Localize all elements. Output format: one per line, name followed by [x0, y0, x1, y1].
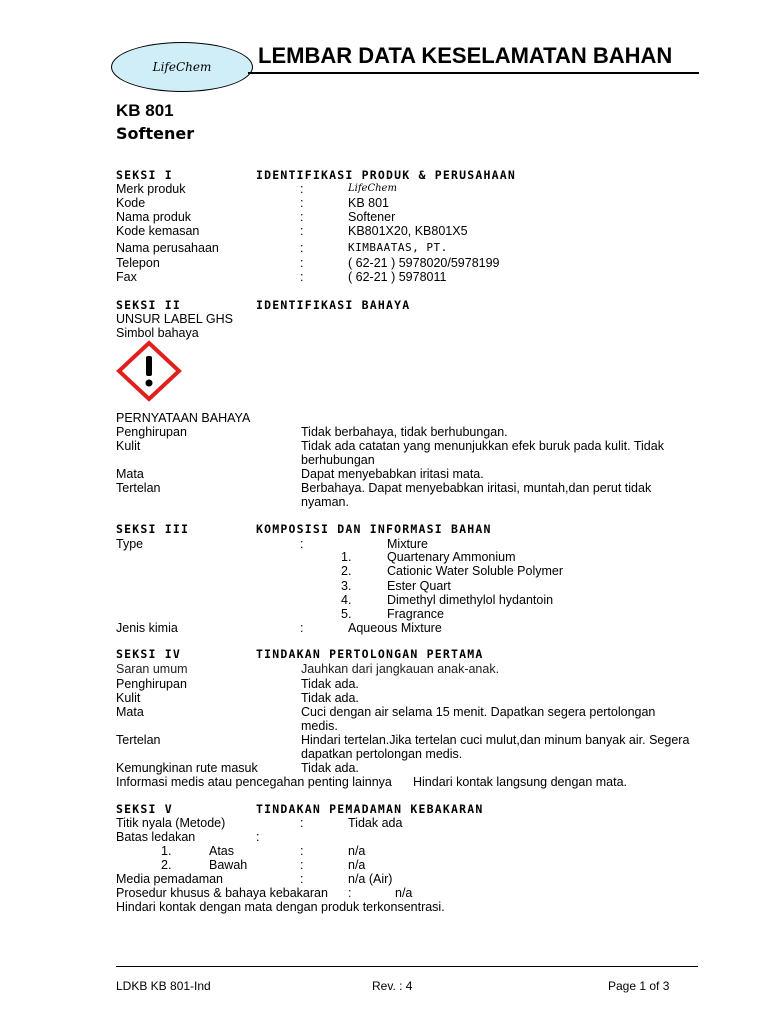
s5-label-batas: Batas ledakan — [116, 830, 196, 844]
colon: : — [300, 182, 304, 196]
s5-label-titik-nyala: Titik nyala (Metode) — [116, 816, 226, 830]
s4-label-kulit: Kulit — [116, 691, 141, 705]
list-item-number: 2. — [341, 564, 352, 578]
document-title: LEMBAR DATA KESELAMATAN BAHAN — [258, 43, 673, 68]
s3-label-type: Type — [116, 537, 144, 551]
s1-value-perusahaan: KIMBAATAS, PT. — [348, 241, 448, 254]
s2-value-kulit: Tidak ada catatan yang menunjukkan efek buruk pada kulit. Tidak berhubungan — [301, 439, 664, 467]
colon: : — [300, 844, 304, 858]
colon: : — [300, 858, 304, 872]
s3-label-jenis-kimia: Jenis kimia — [116, 621, 178, 635]
section-1-title: IDENTIFIKASI PRODUK & PERUSAHAAN — [256, 168, 516, 182]
s4-label-informasi: Informasi medis atau pencegahan penting lainnya — [116, 775, 392, 789]
colon: : — [348, 886, 352, 900]
s3-value-jenis-kimia: Aqueous Mixture — [348, 621, 442, 635]
s2-label-mata: Mata — [116, 467, 144, 481]
s4-value-penghirupan: Tidak ada. — [301, 677, 359, 691]
s4-value-rute: Tidak ada. — [301, 761, 359, 775]
list-item-number: 5. — [341, 607, 352, 621]
ghs-label: UNSUR LABEL GHS — [116, 312, 233, 326]
s1-value-telepon: ( 62-21 ) 5978020/5978199 — [348, 256, 500, 270]
hazard-statement-label: PERNYATAAN BAHAYA — [116, 411, 251, 425]
section-3-label: SEKSI III — [116, 522, 190, 536]
list-item: Dimethyl dimethylol hydantoin — [387, 593, 554, 607]
s2-value-mata: Dapat menyebabkan iritasi mata. — [301, 467, 484, 481]
colon: : — [300, 196, 304, 210]
s4-value-kulit: Tidak ada. — [301, 691, 359, 705]
colon: : — [300, 241, 304, 255]
s1-value-fax: ( 62-21 ) 5978011 — [348, 270, 447, 284]
list-item-number: 1. — [161, 844, 172, 858]
s4-value-mata: Cuci dengan air selama 15 menit. Dapatkan segera pertolongan medis. — [301, 705, 656, 733]
list-item-number: 4. — [341, 593, 352, 607]
s5-value-atas: n/a — [348, 844, 366, 858]
s1-label-perusahaan: Nama perusahaan — [116, 241, 219, 255]
section-2-label: SEKSI II — [116, 298, 181, 312]
title-underline — [248, 72, 699, 74]
s1-label-merk: Merk produk — [116, 182, 186, 196]
footer-divider — [116, 966, 698, 967]
section-5-label: SEKSI V — [116, 802, 173, 816]
colon: : — [300, 210, 304, 224]
s4-label-penghirupan: Penghirupan — [116, 677, 187, 691]
ghs-exclamation-icon — [116, 340, 182, 402]
product-name: Softener — [116, 124, 195, 143]
footer-revision: Rev. : 4 — [372, 979, 413, 993]
colon: : — [300, 621, 304, 635]
list-item: Cationic Water Soluble Polymer — [387, 564, 563, 578]
list-item: Fragrance — [387, 607, 444, 621]
s5-value-prosedur: n/a — [395, 886, 413, 900]
footer-page-number: Page 1 of 3 — [608, 979, 670, 993]
s4-label-saran: Saran umum — [116, 662, 188, 676]
s4-label-tertelan: Tertelan — [116, 733, 161, 747]
product-code: KB 801 — [116, 101, 174, 120]
colon: : — [256, 830, 260, 844]
s5-label-prosedur: Prosedur khusus & bahaya kebakaran — [116, 886, 328, 900]
s2-label-tertelan: Tertelan — [116, 481, 161, 495]
s1-label-kode: Kode — [116, 196, 146, 210]
s4-label-rute: Kemungkinan rute masuk — [116, 761, 258, 775]
s2-label-kulit: Kulit — [116, 439, 141, 453]
s2-value-penghirupan: Tidak berbahaya, tidak berhubungan. — [301, 425, 508, 439]
s5-label-bawah: Bawah — [209, 858, 248, 872]
s5-label-atas: Atas — [209, 844, 235, 858]
colon: : — [300, 816, 304, 830]
list-item-number: 1. — [341, 550, 352, 564]
list-item-number: 2. — [161, 858, 172, 872]
s5-value-media: n/a (Air) — [348, 872, 393, 886]
list-item: Ester Quart — [387, 579, 451, 593]
section-2-title: IDENTIFIKASI BAHAYA — [256, 298, 411, 312]
s4-value-informasi: Hindari kontak langsung dengan mata. — [413, 775, 628, 789]
s1-value-kode-kemasan: KB801X20, KB801X5 — [348, 224, 468, 238]
section-5-title: TINDAKAN PEMADAMAN KEBAKARAN — [256, 802, 484, 816]
symbol-label: Simbol bahaya — [116, 326, 199, 340]
s1-value-merk: LifeChem — [348, 183, 397, 194]
footer-doc-id: LDKB KB 801-Ind — [116, 979, 211, 993]
s1-label-kode-kemasan: Kode kemasan — [116, 224, 200, 238]
colon: : — [300, 270, 304, 284]
s1-label-fax: Fax — [116, 270, 137, 284]
s2-label-penghirupan: Penghirupan — [116, 425, 187, 439]
s5-label-media: Media pemadaman — [116, 872, 224, 886]
s1-value-nama-produk: Softener — [348, 210, 396, 224]
section-4-title: TINDAKAN PERTOLONGAN PERTAMA — [256, 647, 484, 661]
s4-value-saran: Jauhkan dari jangkauan anak-anak. — [301, 662, 500, 676]
s1-label-telepon: Telepon — [116, 256, 160, 270]
section-3-title: KOMPOSISI DAN INFORMASI BAHAN — [256, 522, 492, 536]
s5-value-bawah: n/a — [348, 858, 366, 872]
s1-label-nama-produk: Nama produk — [116, 210, 192, 224]
s4-value-tertelan: Hindari tertelan.Jika tertelan cuci mulut,dan minum banyak air. Segera dapatkan pertolongan medis. — [301, 733, 690, 761]
s1-value-kode: KB 801 — [348, 196, 390, 210]
colon: : — [300, 537, 304, 551]
section-1-label: SEKSI I — [116, 168, 173, 182]
list-item-number: 3. — [341, 579, 352, 593]
s5-value-titik-nyala: Tidak ada — [348, 816, 403, 830]
s5-note: Hindari kontak dengan mata dengan produk terkonsentrasi. — [116, 900, 445, 914]
company-logo — [111, 42, 253, 92]
list-item: Quartenary Ammonium — [387, 550, 516, 564]
colon: : — [300, 256, 304, 270]
s2-value-tertelan: Berbahaya. Dapat menyebabkan iritasi, muntah,dan perut tidak nyaman. — [301, 481, 652, 509]
s3-value-type: Mixture — [387, 537, 428, 551]
s4-label-mata: Mata — [116, 705, 144, 719]
colon: : — [300, 872, 304, 886]
section-4-label: SEKSI IV — [116, 647, 181, 661]
logo-text: LifeChem — [152, 60, 212, 74]
colon: : — [300, 224, 304, 238]
